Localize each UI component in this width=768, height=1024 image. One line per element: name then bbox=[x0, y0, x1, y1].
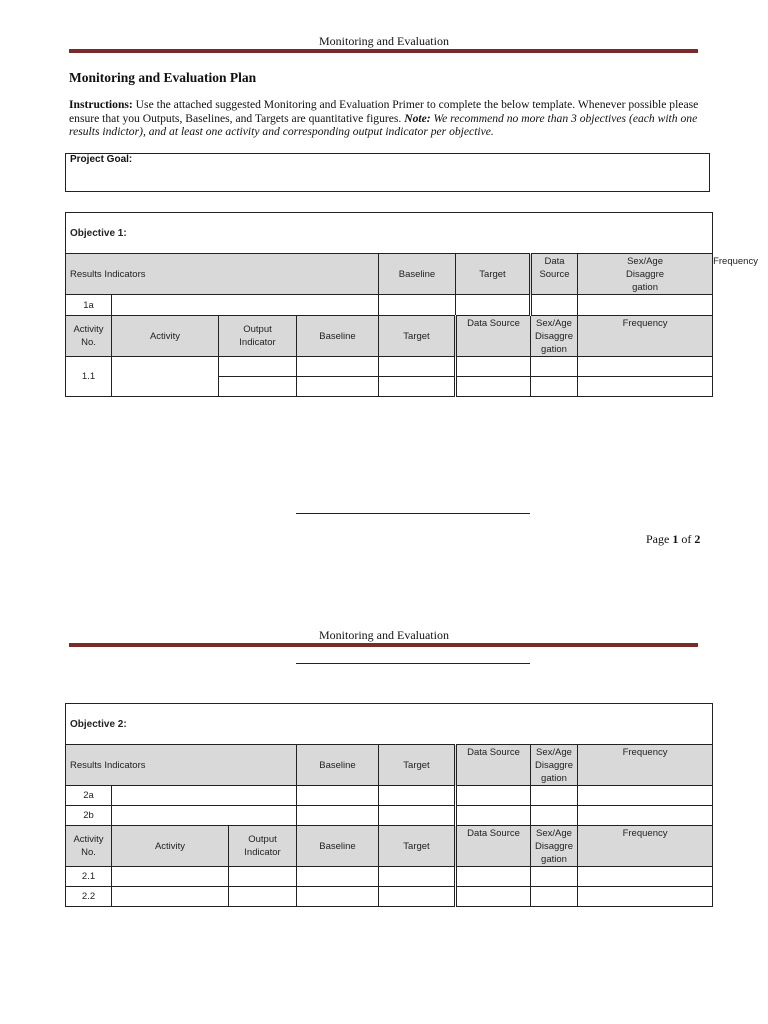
results-indicators-header: Results Indicators bbox=[66, 745, 297, 786]
data-source-cell[interactable] bbox=[456, 357, 531, 377]
frequency-cell[interactable] bbox=[578, 377, 713, 397]
target-cell[interactable] bbox=[379, 887, 456, 907]
indicator-id-cell: 2a bbox=[66, 786, 112, 806]
project-goal-box[interactable] bbox=[65, 153, 710, 192]
page-2-top-line bbox=[296, 663, 530, 664]
output-indicator-cell[interactable] bbox=[219, 377, 297, 397]
project-goal-label: Project Goal: bbox=[70, 154, 133, 165]
data-source-header: Data Source bbox=[456, 316, 531, 357]
output-indicator-cell[interactable] bbox=[229, 867, 297, 887]
data-source-cell[interactable] bbox=[456, 887, 531, 907]
target-header: Target bbox=[379, 826, 456, 867]
frequency-cell[interactable] bbox=[578, 887, 713, 907]
page-number: Page 1 of 2 bbox=[646, 532, 701, 546]
frequency-cell[interactable] bbox=[578, 357, 713, 377]
baseline-cell[interactable] bbox=[297, 867, 379, 887]
indicator-id-cell: 1a bbox=[66, 295, 112, 316]
output-indicator-cell[interactable] bbox=[219, 357, 297, 377]
baseline-cell[interactable] bbox=[297, 377, 379, 397]
sex-age-header: Sex/Age Disaggre gation bbox=[531, 826, 578, 867]
target-header: Target bbox=[456, 254, 531, 295]
sex-age-cell[interactable] bbox=[531, 786, 578, 806]
data-source-header: Data Source bbox=[456, 745, 531, 786]
activity-id-cell: 1.1 bbox=[66, 357, 112, 397]
objective-2-label: Objective 2: bbox=[66, 704, 713, 745]
frequency-header: Frequency bbox=[578, 316, 713, 357]
header-rule bbox=[69, 49, 698, 53]
page-2-header-title: Monitoring and Evaluation bbox=[319, 628, 449, 642]
baseline-header: Baseline bbox=[297, 745, 379, 786]
note-text: We recommend no more than 3 objectives (each with one results indictor), and at least one activity and corresponding output indicator per objective. bbox=[69, 111, 698, 138]
plan-title: Monitoring and Evaluation Plan bbox=[69, 70, 257, 85]
frequency-cell[interactable] bbox=[578, 786, 713, 806]
baseline-cell[interactable] bbox=[297, 786, 379, 806]
output-indicator-header: Output Indicator bbox=[219, 316, 297, 357]
indicator-id-cell: 2b bbox=[66, 806, 112, 826]
frequency-cell[interactable] bbox=[578, 867, 713, 887]
results-indicators-header: Results Indicators bbox=[66, 254, 379, 295]
frequency-header: Frequency bbox=[578, 745, 713, 786]
sex-age-header: Sex/Age Disaggre gation bbox=[578, 254, 713, 295]
activity-id-cell: 2.2 bbox=[66, 887, 112, 907]
objective-1-label: Objective 1: bbox=[66, 213, 713, 254]
baseline-header: Baseline bbox=[379, 254, 456, 295]
target-cell[interactable] bbox=[379, 377, 456, 397]
note-label: Note: bbox=[404, 111, 431, 125]
objective-1-table: Objective 1: Results Indicators Baseline Target Data Source Sex/Age Disaggre gation Frequency 1a Activity No. Activity Output Indicator Baseline Target Data Source Sex/Age Disaggre gation Frequency 1.1 bbox=[65, 212, 713, 397]
activity-id-cell: 2.1 bbox=[66, 867, 112, 887]
frequency-header: Frequency bbox=[578, 826, 713, 867]
data-source-cell[interactable] bbox=[456, 377, 531, 397]
target-header: Target bbox=[379, 316, 456, 357]
sex-age-cell[interactable] bbox=[578, 295, 713, 316]
indicator-input-cell[interactable] bbox=[112, 295, 379, 316]
baseline-header: Baseline bbox=[297, 826, 379, 867]
target-header: Target bbox=[379, 745, 456, 786]
sex-age-header: Sex/Age Disaggre gation bbox=[531, 316, 578, 357]
sex-age-header: Sex/Age Disaggre gation bbox=[531, 745, 578, 786]
activity-input-cell[interactable] bbox=[112, 867, 229, 887]
activity-header: Activity bbox=[112, 316, 219, 357]
target-cell[interactable] bbox=[379, 357, 456, 377]
activity-header: Activity bbox=[112, 826, 229, 867]
activity-input-cell[interactable] bbox=[112, 357, 219, 397]
page-header-title: Monitoring and Evaluation bbox=[319, 34, 449, 48]
data-source-header: Data Source bbox=[456, 826, 531, 867]
data-source-cell[interactable] bbox=[531, 295, 578, 316]
target-cell[interactable] bbox=[379, 786, 456, 806]
instructions-text: Use the attached suggested Monitoring and Evaluation Primer to complete the below template. Whenever possible please ensure that you Outputs, Baselines, and Targets are quantitative figures. bbox=[69, 98, 699, 125]
activity-no-header: Activity No. bbox=[66, 826, 112, 867]
target-cell[interactable] bbox=[456, 295, 531, 316]
sex-age-cell[interactable] bbox=[531, 806, 578, 826]
objective-2-table bbox=[65, 703, 713, 907]
sex-age-cell[interactable] bbox=[531, 867, 578, 887]
footnote-separator bbox=[296, 513, 530, 514]
indicator-input-cell[interactable] bbox=[112, 806, 297, 826]
baseline-cell[interactable] bbox=[297, 806, 379, 826]
sex-age-cell[interactable] bbox=[531, 357, 578, 377]
indicator-input-cell[interactable] bbox=[112, 786, 297, 806]
output-indicator-header: Output Indicator bbox=[229, 826, 297, 867]
activity-input-cell[interactable] bbox=[112, 887, 229, 907]
baseline-header: Baseline bbox=[297, 316, 379, 357]
data-source-cell[interactable] bbox=[456, 867, 531, 887]
instructions-label: Instructions: bbox=[69, 98, 133, 111]
data-source-header: Data Source bbox=[531, 254, 578, 295]
activity-no-header: Activity No. bbox=[66, 316, 112, 357]
page-2-header-rule bbox=[69, 643, 698, 647]
sex-age-cell[interactable] bbox=[531, 887, 578, 907]
frequency-cell[interactable] bbox=[578, 806, 713, 826]
instructions bbox=[69, 98, 709, 139]
output-indicator-cell[interactable] bbox=[229, 887, 297, 907]
sex-age-cell[interactable] bbox=[531, 377, 578, 397]
data-source-cell[interactable] bbox=[456, 786, 531, 806]
baseline-cell[interactable] bbox=[297, 887, 379, 907]
target-cell[interactable] bbox=[379, 806, 456, 826]
baseline-cell[interactable] bbox=[379, 295, 456, 316]
data-source-cell[interactable] bbox=[456, 806, 531, 826]
baseline-cell[interactable] bbox=[297, 357, 379, 377]
target-cell[interactable] bbox=[379, 867, 456, 887]
